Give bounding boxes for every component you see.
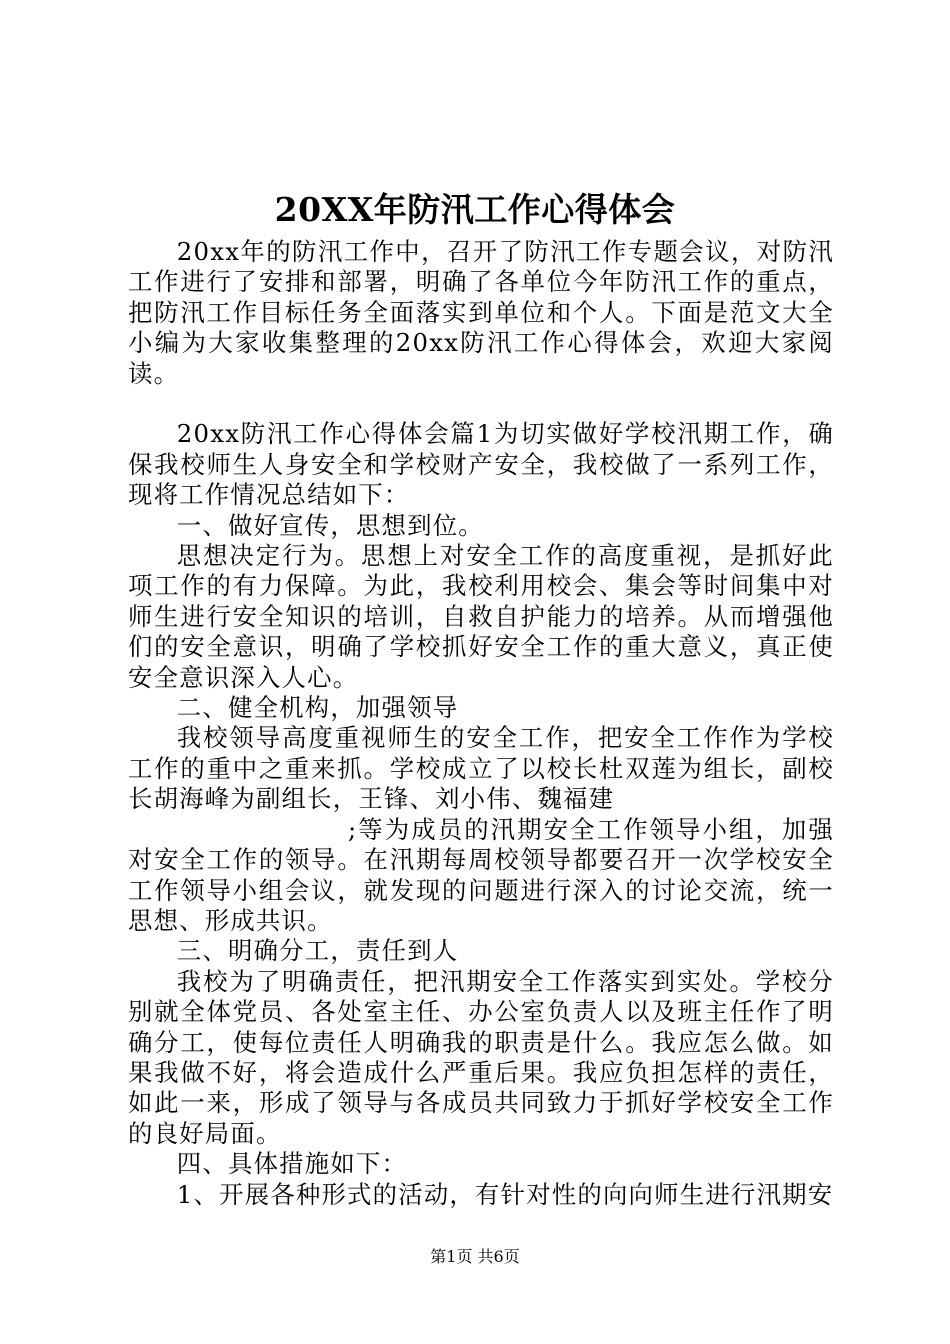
heading-4: 四、具体措施如下： — [176, 1149, 408, 1179]
body-paragraph-2-continued — [128, 815, 834, 937]
blank-line — [128, 389, 834, 419]
body-paragraph-2-continued-text: ;等为成员的汛期安全工作领导小组，加强对安全工作的领导。在汛期每周校领导都要召开一次学校安全工作领导小组会议，就发现的问题进行深入的讨论交流，统一思想、形成共识。 — [128, 814, 834, 935]
heading-1: 一、做好宣传，思想到位。 — [176, 510, 484, 540]
document-title: 20XX年防汛工作心得体会 — [274, 190, 676, 229]
body-paragraph-2: 我校领导高度重视师生的安全工作，把安全工作作为学校工作的重中之重来抓。学校成立了以校长杜双莲为组长，副校长胡海峰为副组长，王锋、刘小伟、魏福建 — [128, 723, 834, 814]
body-paragraph-1: 思想决定行为。思想上对安全工作的高度重视，是抓好此项工作的有力保障。为此，我校利用校会、集会等时间集中对师生进行安全知识的培训，自救自护能力的培养。从而增强他们的安全意识，明确了学校抓好安全工作的重大意义，真正使安全意识深入人心。 — [128, 541, 834, 692]
intro-paragraph: 20xx年的防汛工作中，召开了防汛工作专题会议，对防汛工作进行了安排和部署，明确了各单位今年防汛工作的重点，把防汛工作目标任务全面落实到单位和个人。下面是范文大全小编为大家收集整理的20xx防汛工作心得体会，欢迎大家阅读。 — [128, 237, 834, 388]
body-paragraph-3: 我校为了明确责任，把汛期安全工作落实到实处。学校分别就全体党员、各处室主任、办公室负责人以及班主任作了明确分工，使每位责任人明确我的职责是什么。我应怎么做。如果我做不好，将会造成什么严重后果。我应负担怎样的责任，如此一来，形成了领导与各成员共同致力于抓好学校安全工作的良好局面。 — [128, 966, 834, 1148]
section-1-intro-paragraph: 20xx防汛工作心得体会篇1为切实做好学校汛期工作，确保我校师生人身安全和学校财产安全，我校做了一系列工作，现将工作情况总结如下： — [128, 419, 834, 510]
heading-3: 三、明确分工，责任到人 — [176, 936, 459, 966]
document-body — [128, 237, 834, 1210]
heading-2: 二、健全机构，加强领导 — [176, 693, 459, 723]
body-paragraph-4: 1、开展各种形式的活动，有针对性的向向师生进行汛期安 — [176, 1179, 834, 1209]
page-footer: 第1页 共6页 — [430, 1247, 520, 1266]
